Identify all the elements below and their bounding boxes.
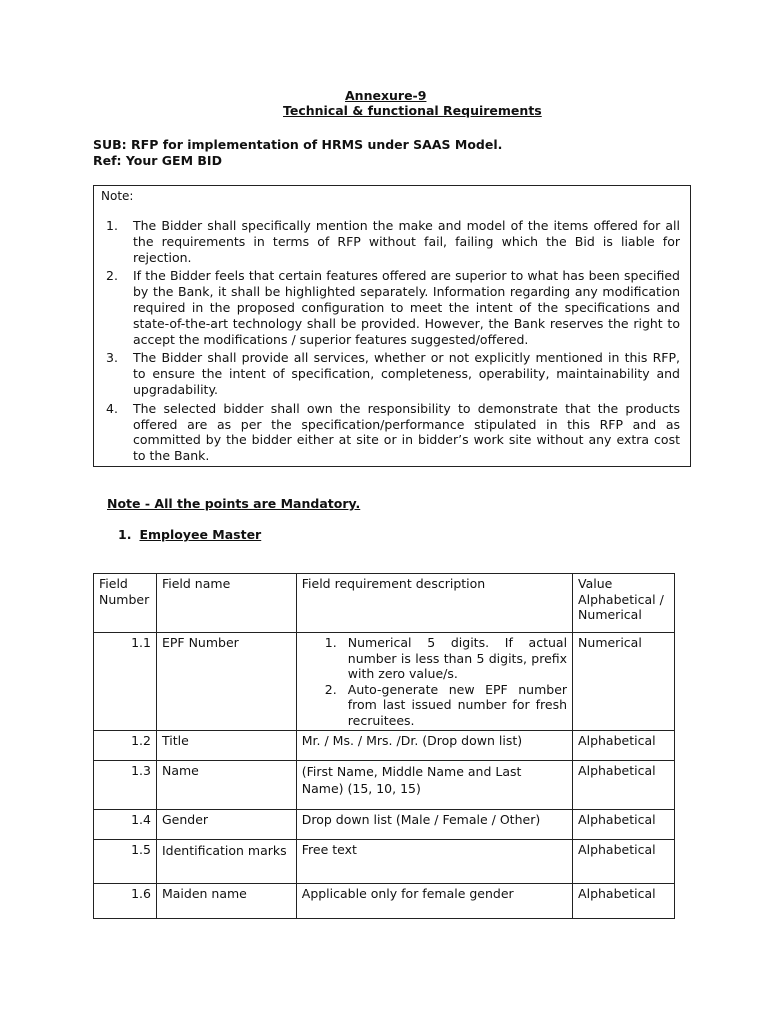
note-item	[106, 350, 680, 397]
note-item	[106, 268, 680, 347]
row-description: (First Name, Middle Name and Last Name) (15, 10, 15)	[296, 761, 572, 810]
row-field-name: Gender	[156, 810, 296, 840]
note-item-text: The selected bidder shall own the responsibility to demonstrate that the products offered are as per the specification/performance stipulated in this RFP and as committed by the bidder either at site or in bidder’s work site without any extra cost to the Bank.	[133, 400, 680, 464]
note-item	[106, 401, 680, 464]
row-value: Alphabetical	[573, 731, 675, 761]
description-item-text: Numerical 5 digits. If actual number is less than 5 digits, prefix with zero value/s.	[347, 635, 568, 681]
table-row	[94, 761, 675, 810]
row-description: Free text	[296, 840, 572, 884]
header-field-name: Field name	[156, 574, 296, 633]
row-field-number: 1.1	[94, 633, 157, 731]
description-item-text: Auto-generate new EPF number from last issued number for fresh recruitees.	[347, 681, 568, 728]
description-item-number: 1.	[324, 635, 337, 650]
row-value: Alphabetical	[573, 761, 675, 810]
annexure-subtitle: Technical & functional Requirements	[283, 103, 542, 118]
note-list	[106, 218, 680, 467]
reference-line: Ref: Your GEM BID	[93, 153, 222, 168]
note-item-text: If the Bidder feels that certain features offered are superior to what has been specified by the Bank, it shall be highlighted separately. Information regarding any modification required in the proposed configuration to meet the intent of the specifications and state-of-the-art technology shall be provided. However, the Bank reserves the right to accept the modifications / superior features suggested/offered.	[133, 268, 680, 347]
section-title: Employee Master	[139, 527, 262, 542]
employee-master-table	[93, 573, 675, 919]
note-item-number: 4.	[106, 400, 118, 416]
row-description: Mr. / Ms. / Mrs. /Dr. (Drop down list)	[296, 731, 572, 761]
row-field-number: 1.3	[94, 761, 157, 810]
row-field-number: 1.5	[94, 840, 157, 884]
description-item-number: 2.	[324, 681, 337, 697]
section-number: 1.	[118, 527, 132, 542]
subject-line: SUB: RFP for implementation of HRMS under SAAS Model.	[93, 137, 503, 152]
description-item	[325, 635, 567, 682]
row-description: Drop down list (Male / Female / Other)	[296, 810, 572, 840]
table-row	[94, 884, 675, 919]
row-value: Alphabetical	[573, 810, 675, 840]
row-field-name: Identification marks	[156, 840, 296, 884]
table-header-row	[94, 574, 675, 633]
description-list	[302, 635, 567, 728]
section-heading	[118, 527, 261, 542]
row-value: Numerical	[573, 633, 675, 731]
description-item	[325, 682, 567, 729]
annexure-title: Annexure-9	[345, 88, 427, 103]
note-item-text: The Bidder shall specifically mention the make and model of the items offered for all the requirements in terms of RFP without fail, failing which the Bid is liable for rejection.	[133, 218, 680, 265]
row-description: Applicable only for female gender	[296, 884, 572, 919]
row-value: Alphabetical	[573, 884, 675, 919]
row-field-name: Maiden name	[156, 884, 296, 919]
row-field-number: 1.4	[94, 810, 157, 840]
row-field-number: 1.6	[94, 884, 157, 919]
row-value: Alphabetical	[573, 840, 675, 884]
note-box	[93, 185, 691, 467]
mandatory-note: Note - All the points are Mandatory.	[107, 496, 361, 511]
table-row	[94, 840, 675, 884]
header-description: Field requirement description	[296, 574, 572, 633]
note-item-text: The Bidder shall provide all services, whether or not explicitly mentioned in this RFP, to ensure the intent of specification, completeness, operability, maintainability and upgradability.	[133, 350, 680, 397]
row-field-name: Title	[156, 731, 296, 761]
row-field-name: Name	[156, 761, 296, 810]
row-description	[296, 633, 572, 731]
note-item-number: 2.	[106, 268, 118, 284]
header-field-number: Field Number	[94, 574, 157, 633]
table-row	[94, 731, 675, 761]
table-row	[94, 810, 675, 840]
header-value: Value Alphabetical / Numerical	[573, 574, 675, 633]
note-item-number: 3.	[106, 350, 118, 366]
note-item	[106, 218, 680, 265]
row-field-number: 1.2	[94, 731, 157, 761]
table-row	[94, 633, 675, 731]
row-field-name: EPF Number	[156, 633, 296, 731]
note-item-number: 1.	[106, 218, 118, 233]
note-label: Note:	[101, 189, 134, 203]
